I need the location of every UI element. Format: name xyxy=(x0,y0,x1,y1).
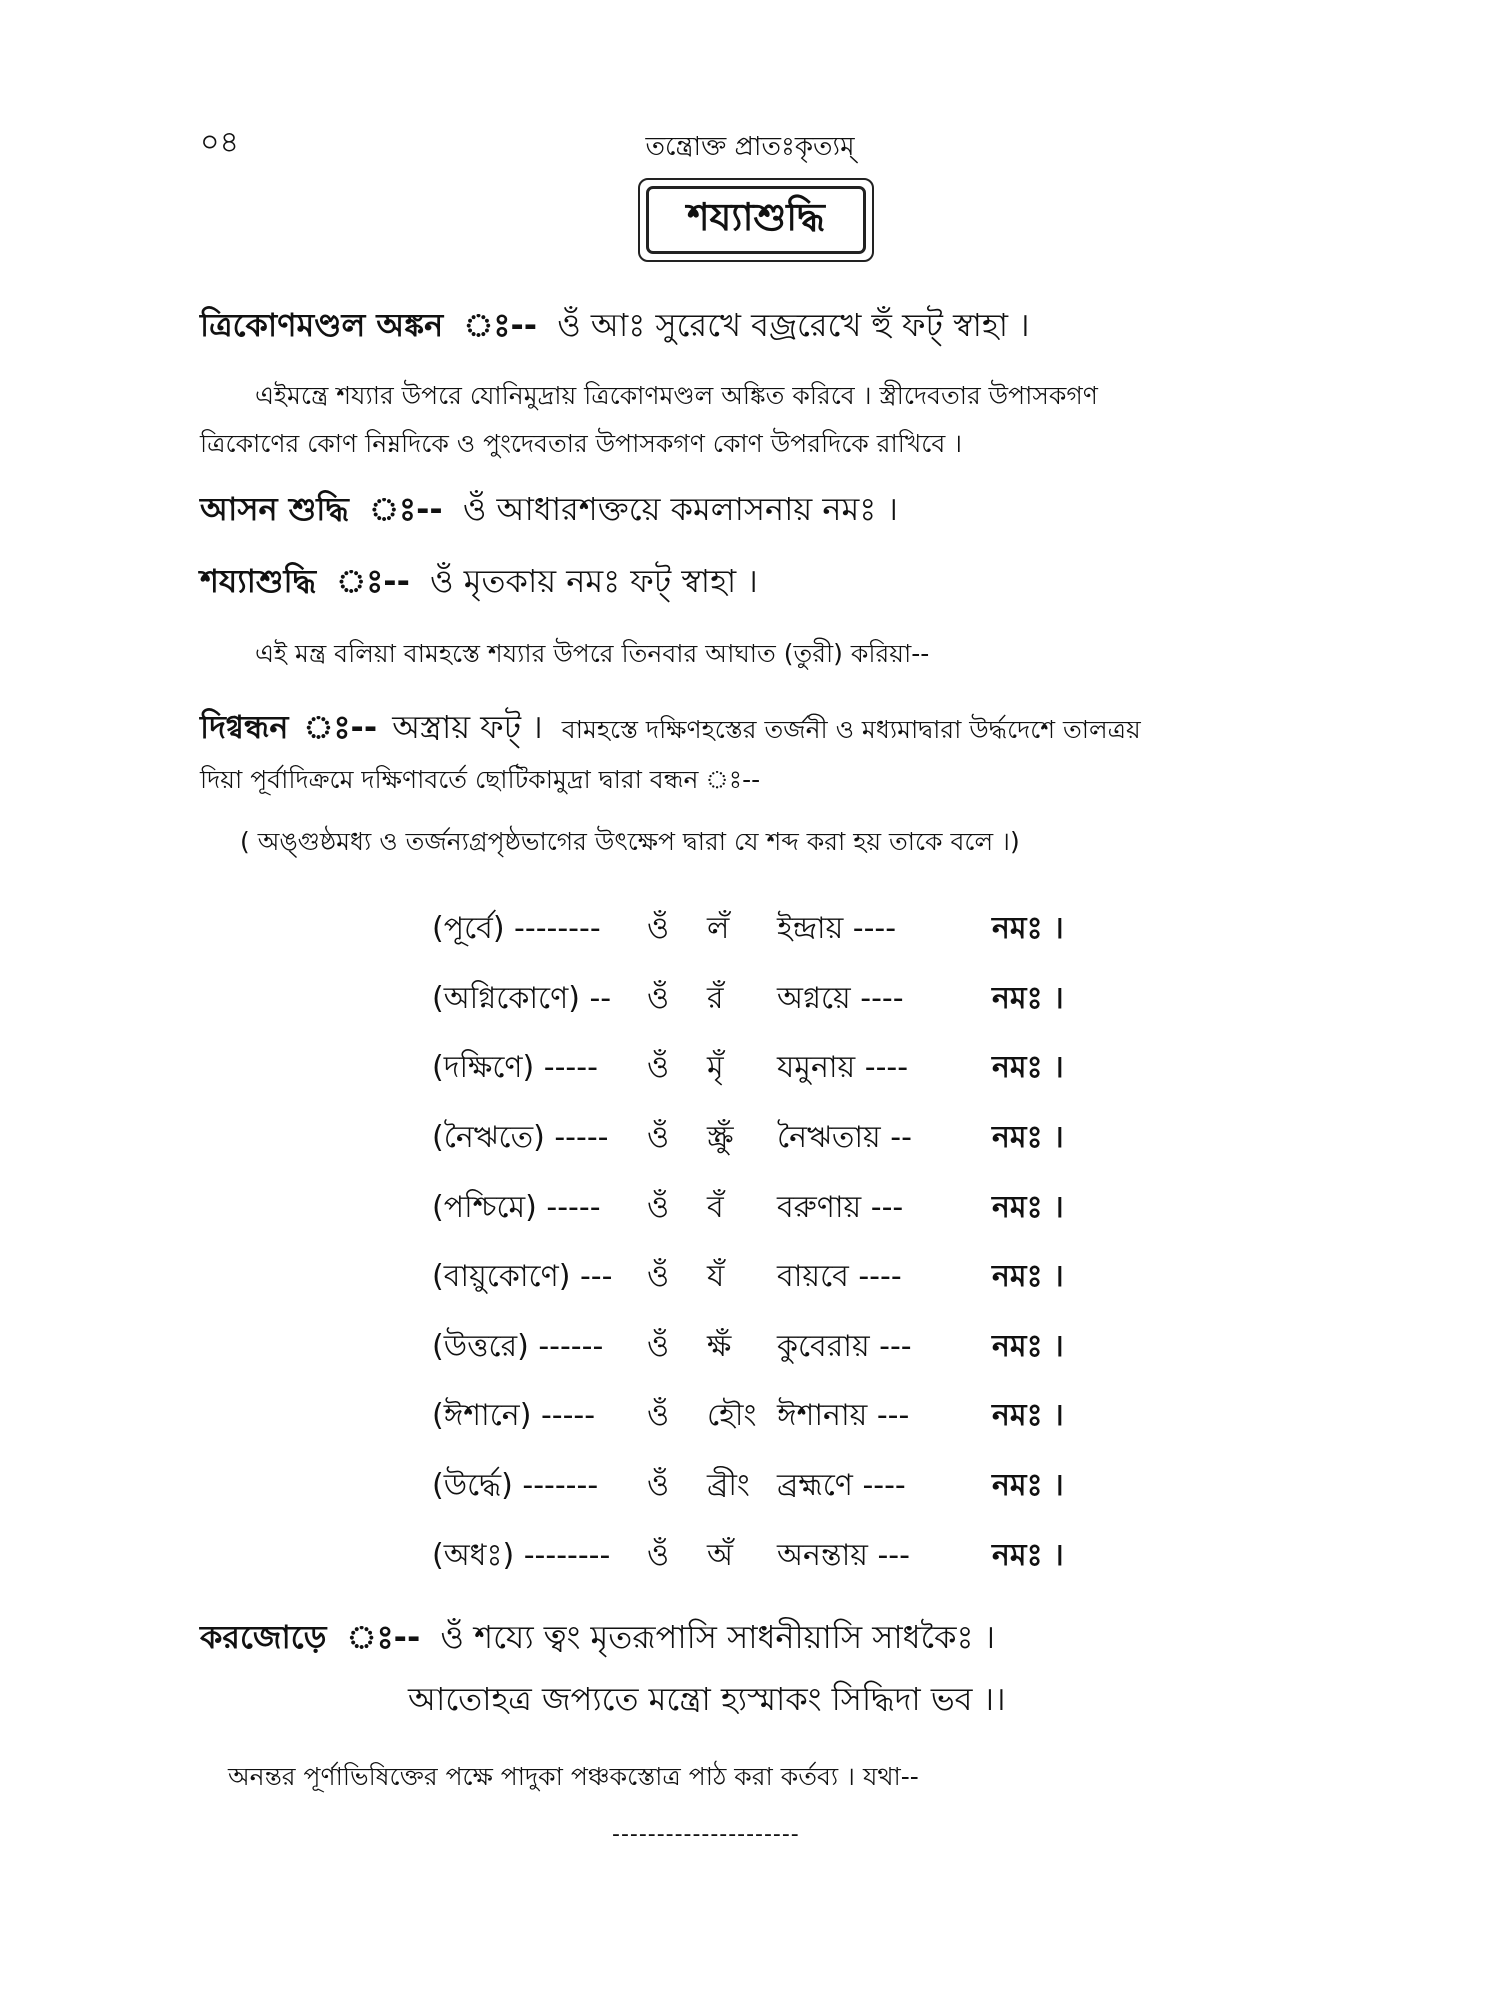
direction-label: (উৰ্দ্ধে) ------- xyxy=(432,1468,599,1504)
asan-line xyxy=(200,484,898,538)
namah: নমঃ । xyxy=(992,1050,1064,1086)
direction-row xyxy=(432,1034,1072,1104)
direction-row xyxy=(432,1243,1072,1313)
direction-row xyxy=(432,1382,1072,1452)
digbandhan-paren: ( অঙ্গুষ্ঠমধ্য ও তর্জন্যগ্রপৃষ্ঠভাগের উৎক্ষেপ দ্বারা যে শব্দ করা হয় তাকে বলে ।) xyxy=(240,827,1020,856)
trikon-label: ত্রিকোণমণ্ডল অঙ্কন xyxy=(200,306,444,344)
page-number: ০৪ xyxy=(200,125,239,160)
direction-row xyxy=(432,895,1072,965)
shayya-line xyxy=(200,556,758,610)
karajore-mantra-line2: আতোহত্র জপ্যতে মন্ত্রো হ্যস্মাকং সিদ্ধিদা ভব ।। xyxy=(408,1680,1006,1718)
deity-name: যমুনায় ---- xyxy=(777,1050,909,1086)
direction-row xyxy=(432,1521,1072,1591)
direction-label: (বায়ুকোণে) --- xyxy=(432,1259,613,1295)
bija-syllable: হৌং xyxy=(707,1398,757,1434)
bija-syllable: যঁ xyxy=(707,1259,725,1295)
running-header: তন্ত্রোক্ত প্রাতঃকৃত্যম্ xyxy=(645,132,855,162)
asan-mantra: ওঁ আধারশক্তয়ে কমলাসনায় নমঃ । xyxy=(462,490,898,528)
direction-row xyxy=(432,1104,1072,1174)
shayya-sep: ঃ-- xyxy=(336,562,410,600)
deity-name: কুবেরায় --- xyxy=(777,1328,912,1364)
trikon-note-line2: ত্রিকোণের কোণ নিম্নদিকে ও পুংদেবতার উপাসকগণ কোণ উপরদিকে রাখিবে । xyxy=(200,429,963,458)
deity-name: অনন্তায় --- xyxy=(777,1537,910,1573)
deity-name: ইন্দ্রায় ---- xyxy=(777,911,897,947)
direction-label: (পূর্বে) -------- xyxy=(432,911,601,947)
digbandhan-text1: বামহস্তে দক্ষিণহস্তের তর্জনী ও মধ্যমাদ্বারা উর্দ্ধদেশে তালত্রয় xyxy=(561,715,1141,744)
direction-label: (দক্ষিণে) ----- xyxy=(432,1050,598,1086)
trikon-note-line1: এইমন্ত্রে শয্যার উপরে যোনিমুদ্রায় ত্রিকোণমণ্ডল অঙ্কিত করিবে । স্ত্রীদেবতার উপাসকগণ xyxy=(255,381,1098,410)
footer-divider: --------------------- xyxy=(612,1822,800,1847)
bija-syllable: লঁ xyxy=(707,911,730,947)
bija-syllable: মৃঁ xyxy=(707,1050,724,1086)
namah: নমঃ । xyxy=(992,1328,1064,1364)
om-syllable: ওঁ xyxy=(647,1328,670,1364)
direction-label: (উত্তরে) ------ xyxy=(432,1328,604,1364)
om-syllable: ওঁ xyxy=(647,911,670,947)
section-title: শয্যাশুদ্ধি xyxy=(646,186,866,254)
direction-row xyxy=(432,1313,1072,1383)
shayya-note: এই মন্ত্র বলিয়া বামহস্তে শয্যার উপরে তিনবার আঘাত (তুরী) করিয়া-- xyxy=(255,639,930,668)
om-syllable: ওঁ xyxy=(647,1189,670,1225)
bija-syllable: ক্ষঁ xyxy=(707,1328,732,1364)
trikon-mantra: ওঁ আঃ সুরেখে বজ্ররেখে হুঁ ফট্ স্বাহা । xyxy=(557,306,1030,344)
karajore-sep: ঃ-- xyxy=(346,1618,421,1656)
digbandhan-label: দিগ্বন্ধন xyxy=(200,708,289,746)
bija-syllable: ব্রীং xyxy=(707,1468,750,1504)
karajore-line1 xyxy=(200,1612,995,1666)
namah: নমঃ । xyxy=(992,980,1064,1016)
trikon-line xyxy=(200,300,1030,354)
bija-syllable: অঁ xyxy=(707,1537,733,1573)
namah: নমঃ । xyxy=(992,1189,1064,1225)
direction-label: (অগ্নিকোণে) -- xyxy=(432,980,612,1016)
namah: নমঃ । xyxy=(992,1468,1064,1504)
bija-syllable: স্ক্রুঁ xyxy=(707,1120,734,1156)
direction-label: (নৈঋতে) ----- xyxy=(432,1120,609,1156)
digbandhan-text2: দিয়া পূর্বাদিক্রমে দক্ষিণাবর্তে ছোটিকামুদ্রা দ্বারা বন্ধন ঃ-- xyxy=(200,765,761,794)
deity-name: অগ্নয়ে ---- xyxy=(777,980,904,1016)
om-syllable: ওঁ xyxy=(647,1120,670,1156)
om-syllable: ওঁ xyxy=(647,1468,670,1504)
deity-name: বরুণায় --- xyxy=(777,1189,904,1225)
asan-sep: ঃ-- xyxy=(369,490,443,528)
direction-label: (ঈশানে) ----- xyxy=(432,1398,596,1434)
karajore-mantra-line1: ওঁ শয্যে ত্বং মৃতরূপাসি সাধনীয়াসি সাধকৈঃ । xyxy=(440,1618,996,1656)
deity-name: ব্রহ্মণে ---- xyxy=(777,1468,906,1504)
namah: নমঃ । xyxy=(992,1398,1064,1434)
trikon-sep: ঃ-- xyxy=(463,306,538,344)
section-title-box xyxy=(638,178,874,262)
closing-note: অনন্তর পূর্ণাভিষিক্তের পক্ষে পাদুকা পঞ্চকস্তোত্র পাঠ করা কর্তব্য । যথা-- xyxy=(228,1762,919,1791)
shayya-label: শয্যাশুদ্ধি xyxy=(200,562,317,600)
namah: নমঃ । xyxy=(992,911,1064,947)
deity-name: বায়বে ---- xyxy=(777,1259,902,1295)
om-syllable: ওঁ xyxy=(647,980,670,1016)
digbandhan-mantra: অস্ত্রায় ফট্ । xyxy=(392,708,543,746)
karajore-label: করজোড়ে xyxy=(200,1618,327,1656)
namah: নমঃ । xyxy=(992,1120,1064,1156)
om-syllable: ওঁ xyxy=(647,1259,670,1295)
digbandhan-sep: ঃ-- xyxy=(303,708,378,746)
direction-row xyxy=(432,1173,1072,1243)
deity-name: ঈশানায় --- xyxy=(777,1398,910,1434)
direction-row xyxy=(432,965,1072,1035)
deity-name: নৈঋতায় -- xyxy=(777,1120,912,1156)
direction-label: (অধঃ) -------- xyxy=(432,1537,611,1573)
direction-label: (পশ্চিমে) ----- xyxy=(432,1189,601,1225)
bija-syllable: বঁ xyxy=(707,1189,724,1225)
direction-row xyxy=(432,1452,1072,1522)
digbandhan-line xyxy=(200,702,1141,756)
om-syllable: ওঁ xyxy=(647,1398,670,1434)
namah: নমঃ । xyxy=(992,1537,1064,1573)
om-syllable: ওঁ xyxy=(647,1537,670,1573)
shayya-mantra: ওঁ মৃতকায় নমঃ ফট্ স্বাহা । xyxy=(430,562,758,600)
asan-label: আসন শুদ্ধি xyxy=(200,490,349,528)
namah: নমঃ । xyxy=(992,1259,1064,1295)
om-syllable: ওঁ xyxy=(647,1050,670,1086)
direction-table xyxy=(432,895,1072,1591)
bija-syllable: রঁ xyxy=(707,980,724,1016)
